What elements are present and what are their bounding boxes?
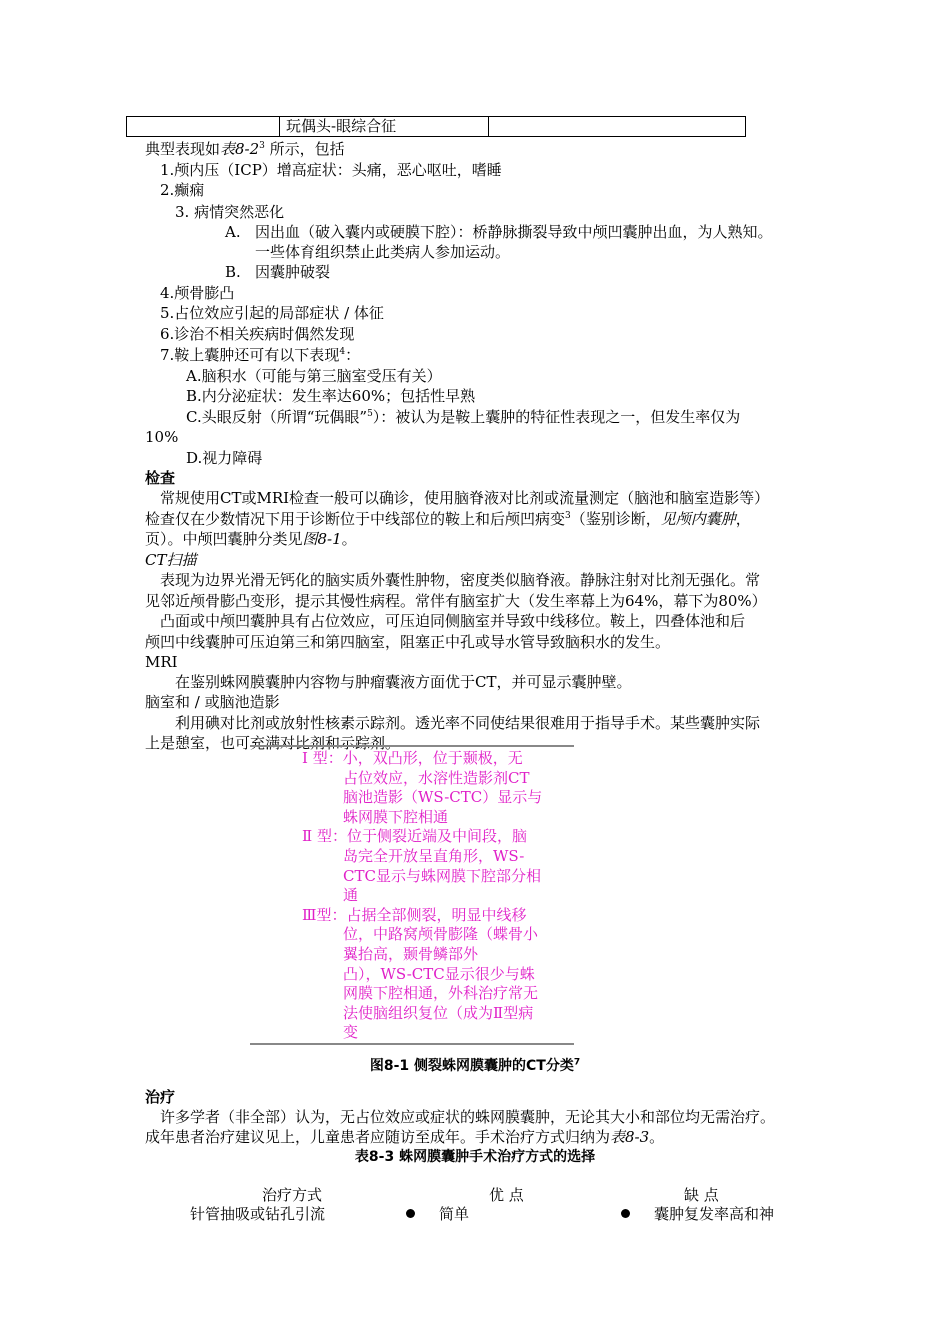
table-cell: 玩偶头-眼综合征 [280,117,489,137]
column-header: 治疗方式 [262,1186,323,1204]
paragraph-line: 表现为边界光滑无钙化的脑实质外囊性肿物，密度类似脑脊液。静脉注射对比剂无强化。常 [160,571,761,589]
list-label: B. [225,263,241,281]
top-table [126,116,746,137]
list-item: 6.诊治不相关疾病时偶然发现 [160,325,355,343]
list-item: B.内分泌症状：发生率达60%；包括性早熟 [186,387,476,405]
figure-line: 凸），WS-CTC显示很少与蛛 [343,964,535,983]
subsection-heading: CT扫描 [145,551,197,569]
section-heading: 检查 [145,469,176,487]
section-heading: 治疗 [145,1088,176,1106]
list-label: A. [225,223,241,241]
bullet-icon [406,1209,415,1218]
paragraph-line: 页）。中颅凹囊肿分类见图8-1。 [145,530,357,548]
figure-line: Ⅰ 型：小，双凸形，位于颞极，无 [302,749,523,767]
table-row [127,117,746,137]
subsection-heading: MRI [145,653,178,671]
table-cell-method: 针管抽吸或钻孔引流 [190,1205,326,1223]
figure-line: 脑池造影（WS-CTC）显示与 [343,788,543,807]
figure-line: 变 [343,1023,359,1042]
paragraph-line: 凸面或中颅凹囊肿具有占位效应，可压迫同侧脑室并导致中线移位。鞍上，四叠体池和后 [160,612,746,630]
intro-line: 典型表现如表$8-2^3$ 所示，包括 [145,140,345,158]
table-cell-con: 囊肿复发率高和神 [654,1205,775,1223]
figure-top-rule [250,745,574,747]
subsection-heading: 脑室和 / 或脑池造影 [145,693,280,711]
list-item-continued: 10% [145,428,179,446]
figure-line: Ⅲ型：占据全部侧裂，明显中线移 [302,905,527,924]
list-item: 1.颅内压（ICP）增高症状：头痛，恶心呕吐，嗜睡 [160,161,502,179]
list-item: D.视力障碍 [186,449,263,467]
figure-line: 法使脑组织复位（成为Ⅱ型病 [343,1003,534,1022]
list-item: 5.占位效应引起的局部症状 / 体征 [160,304,384,322]
list-item: 因出血（破入囊内或硬膜下腔）：桥静脉撕裂导致中颅凹囊肿出血，为人熟知。 [255,223,773,241]
table-cell [127,117,280,137]
figure-line: Ⅱ 型：位于侧裂近端及中间段，脑 [302,827,527,846]
paragraph-line: 在鉴别蛛网膜囊肿内容物与肿瘤囊液方面优于CT，并可显示囊肿壁。 [175,673,632,691]
figure-bottom-rule [250,1043,574,1045]
paragraph-line: 见邻近颅骨膨凸变形，提示其慢性病程。常伴有脑室扩大（发生率幕上为64%，幕下为80%） [145,592,767,610]
figure-line: 岛完全开放呈直角形，WS- [343,847,525,865]
list-item: 7.鞍上囊肿还可有以下表现$^4$： [160,346,361,364]
paragraph-line: 成年患者治疗建议见上，儿童患者应随访至成年。手术治疗方式归纳为表8-3。 [145,1128,665,1146]
paragraph-line: 许多学者（非全部）认为，无占位效应或症状的蛛网膜囊肿，无论其大小和部位均无需治疗。 [160,1108,776,1126]
paragraph-line: 检查仅在少数情况下用于诊断位于中线部位的鞍上和后颅凹病变$^3$（鉴别诊断，见颅内囊肿， [145,510,751,528]
figure-line: 网膜下腔相通，外科治疗常无 [343,984,539,1003]
table-cell [489,117,746,137]
list-item: 4.颅骨膨凸 [160,284,235,302]
list-item: 因囊肿破裂 [255,263,331,281]
list-item: 3. 病情突然恶化 [175,203,285,221]
figure-line: 通 [343,886,359,905]
figure-caption: 图8-1 侧裂蛛网膜囊肿的CT分类$^7$ [369,1057,581,1074]
list-item: C.头眼反射（所谓“玩偶眼”$^5$）：被认为是鞍上囊肿的特征性表现之一，但发生率仅为 [186,408,741,426]
list-item: 2.癫痫 [160,181,205,199]
paragraph-line: 利用碘对比剂或放射性核素示踪剂。透光率不同使结果很难用于指导手术。某些囊肿实际 [175,714,761,732]
bullet-icon [621,1209,630,1218]
figure-line: 位，中路窝颅骨膨隆（蝶骨小 [343,925,539,944]
column-header: 优 点 [489,1186,524,1204]
figure-line: 翼抬高，颞骨鳞部外 [343,945,479,963]
paragraph-line: 颅凹中线囊肿可压迫第三和第四脑室，阻塞正中孔或导水管导致脑积水的发生。 [145,633,671,651]
figure-line: 占位效应，水溶性造影剂CT [343,768,530,787]
list-item: 一些体育组织禁止此类病人参加运动。 [255,243,511,261]
paragraph-line: 常规使用CT或MRI检查一般可以确诊，使用脑脊液对比剂或流量测定（脑池和脑室造影等） [160,489,770,507]
table-title: 表8-3 蛛网膜囊肿手术治疗方式的选择 [354,1149,596,1165]
table-cell-pro: 简单 [439,1205,470,1223]
figure-line: CTC显示与蛛网膜下腔部分相 [343,866,541,885]
paragraph-line: 上是憩室，也可充满对比剂和示踪剂。 [145,734,401,752]
figure-line: 蛛网膜下腔相通 [343,807,449,826]
list-item: A.脑积水（可能与第三脑室受压有关） [186,367,442,385]
column-header: 缺 点 [684,1186,719,1204]
